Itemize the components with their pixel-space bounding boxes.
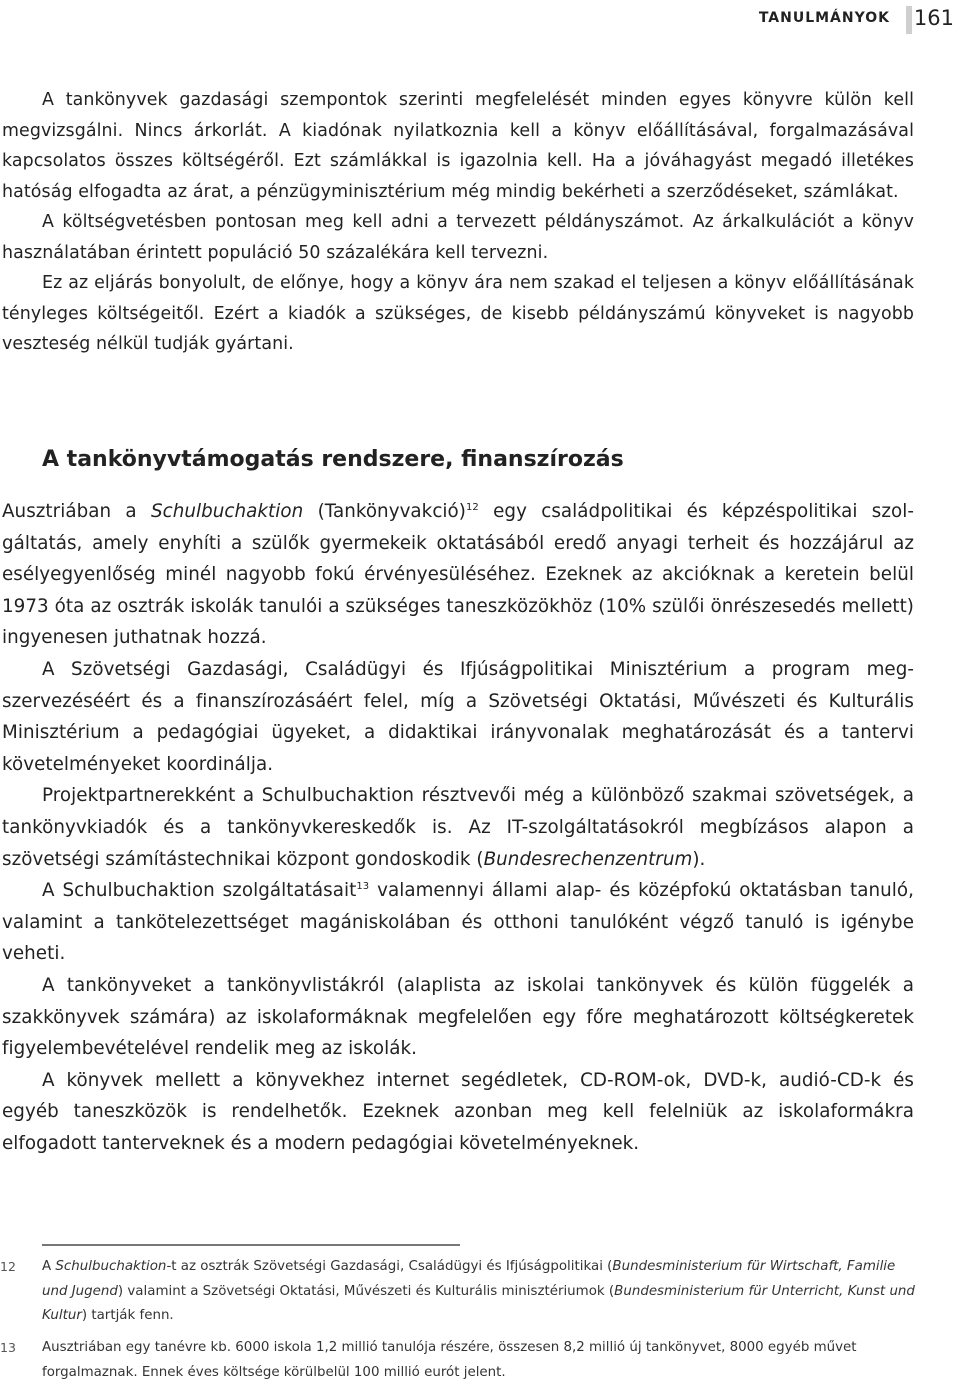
italic-term: Schulbuchaktion [150, 501, 304, 522]
paragraph: A Szövetségi Gazdasági, Családügyi és Ifjúságpolitikai Minisztérium a program megszervezéséért és a finanszírozásáért felel, míg a Szövetségi Oktatási, Művészeti és Kulturális Minisztérium a pedagógiai ügyeket, a didaktikai irányvonalak meghatározását és a tantervi követelményeket koordinálja. [2, 658, 914, 775]
footnote-13 [0, 1336, 915, 1385]
section-text [2, 496, 914, 1159]
footnote-ref[interactable]: 12 [465, 502, 479, 513]
footnote-divider [42, 1244, 460, 1246]
paragraph: Ausztriában a Schulbuchaktion (Tankönyvakció)$^{12}$ egy családpolitikai és képzéspolitikai szolgáltatás, amely enyhíti a szülők gyermekeik oktatásából eredő anyagi terheit és hozzájárul az esélyegyenlőség minél nagyobb fokú érvényesüléséhez. Ezeknek az akcióknak a keretein belül 1973 óta az osztrák iskolák tanulói a szükséges taneszközökhöz (10% szülői önrészesedés mellett) ingyenesen juthatnak hozzá. [2, 501, 914, 649]
section-heading: A tankönyvtámogatás rendszere, finanszírozás [42, 447, 624, 472]
footnote-text: A Schulbuchaktion-t az osztrák Szövetségi Gazdasági, Családügyi és Ifjúságpolitikai (Bundesministerium für Wirtschaft, Familie und Jugend) valamint a Szövetségi Oktatási, Művészeti és Kulturális minisztériumok (Bundesministerium für Unterricht, Kunst und Kultur) tartják fenn. [42, 1259, 915, 1323]
intro-text [2, 85, 914, 360]
header-divider [906, 6, 912, 34]
paragraph: A Schulbuchaktion szolgáltatásait$^{13}$ valamennyi állami alap- és középfokú oktatásban tanuló, valamint a tankötelezettséget magániskolában és otthoni tanulóként végző tanuló is igénybe veheti. [2, 880, 914, 965]
footnote-12 [0, 1255, 915, 1329]
paragraph: Ez az eljárás bonyolult, de előnye, hogy a könyv ára nem szakad el teljesen a könyv előállításának tényleges költségeitől. Ezért a kiadók a szükséges, de kisebb példányszámú könyveket is nagyobb veszteség nélkül tudják gyártani. [2, 273, 914, 354]
paragraph: A tankönyvek gazdasági szempontok szerinti megfelelését minden egyes könyvre külön kell megvizsgálni. Nincs árkorlát. A kiadónak nyilatkoznia kell a könyv előállításával, forgalmazásával kapcsolatos összes költségéről. Ezt számlákkal is igazolnia kell. Ha a jóváhagyást megadó illetékes hatóság elfogadta az árat, a pénzügyminisztérium még mindig bekérheti a szerződéseket, számlákat. [2, 90, 914, 202]
footnote-number: 12 [0, 1259, 16, 1274]
footnote-text: Ausztriában egy tanévre kb. 6000 iskola 1,2 millió tanulója részére, összesen 8,2 millió új tankönyvet, 8000 egyéb művet forgalmaznak. Ennek éves költsége körülbelül 100 millió eurót jelent. [42, 1340, 857, 1380]
paragraph: A tankönyveket a tankönyvlistákról (alaplista az iskolai tankönyvek és külön függelék a szakkönyvek számára) az iskolaformáknak megfelelően egy főre meghatározott költségkeretek figyelembevételével rendelik meg az iskolák. [2, 974, 914, 1060]
italic-term: Bundesrechenzentrum [483, 848, 693, 870]
page-number: 161 [913, 6, 954, 30]
paragraph: A költségvetésben pontosan meg kell adni a tervezett példányszámot. Az árkalkulációt a könyv használatában érintett populáció 50 százalékára kell tervezni. [2, 212, 914, 263]
page-header [0, 0, 960, 40]
section-label: TANULMÁNYOK [758, 10, 890, 26]
footnote-number: 13 [0, 1340, 16, 1355]
paragraph: Projektpartnerekként a Schulbuchaktion résztvevői még a különböző szakmai szövetségek, a tankönyvkiadók és a tankönyvkereskedők is. Az IT-szolgáltatásokról megbízásos alapon a szövetségi számítástechnikai központ gondoskodik (Bundesrechenzentrum). [2, 785, 914, 870]
paragraph: A könyvek mellett a könyvekhez internet segédletek, CD-ROM-ok, DVD-k, audió-CD-k és egyéb taneszközök is rendelhetők. Ezeknek azonban meg kell felelniük az iskolaformákra elfogadott tanterveknek és a modern pedagógiai követelményeknek. [2, 1069, 914, 1154]
footnote-ref[interactable]: 13 [356, 881, 370, 893]
